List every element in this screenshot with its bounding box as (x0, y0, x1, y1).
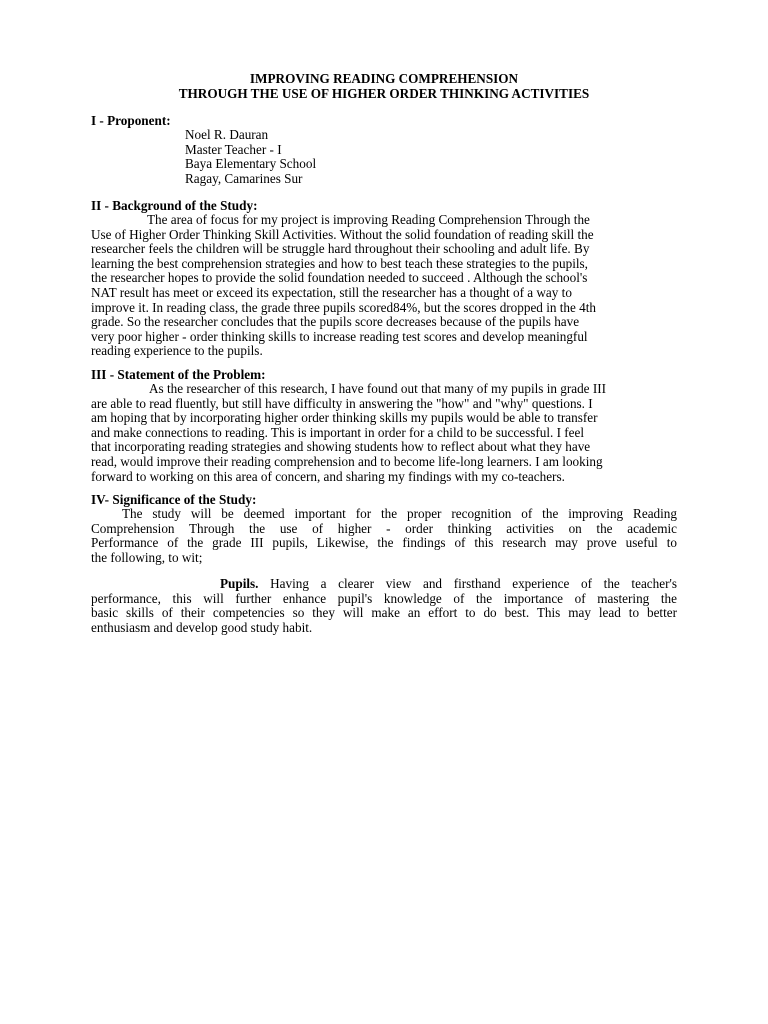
document-title (90, 72, 678, 101)
statement-line: am hoping that by incorporating higher order thinking skills my pupils would be able to transfer (91, 410, 598, 426)
background-line: very poor higher - order thinking skills to increase reading test scores and develop meaningful (91, 328, 588, 344)
proponent-heading: I - Proponent: (91, 113, 171, 128)
background-line: Use of Higher Order Thinking Skill Activities. Without the solid foundation of reading skill the (91, 226, 594, 242)
background-line: grade. So the researcher concludes that the pupils score decreases because of the pupils have (91, 314, 580, 330)
significance-line: Performance of the grade III pupils, Likewise, the findings of this research may prove useful to (91, 536, 677, 551)
significance-line: the following, to wit; (91, 550, 203, 565)
significance-heading: IV- Significance of the Study: (91, 492, 257, 507)
significance-line: Comprehension Through the use of higher - order thinking activities on the academic (91, 521, 677, 536)
background-paragraph (91, 213, 677, 359)
statement-line: are able to read fluently, but still have difficulty in answering the "how" and "why" questions. I (91, 395, 593, 411)
statement-heading: III - Statement of the Problem: (91, 367, 266, 382)
statement-paragraph (91, 382, 677, 484)
statement-line: As the researcher of this research, I have found out that many of my pupils in grade III (149, 381, 607, 396)
background-line: improve it. In reading class, the grade three pupils scored84%, but the scores dropped in the 4th (91, 299, 597, 315)
background-line: The area of focus for my project is improving Reading Comprehension Through the (147, 212, 590, 227)
proponent-school: Baya Elementary School (185, 156, 317, 172)
proponent-name: Noel R. Dauran (185, 127, 269, 142)
pupils-line: Having a clearer view and firsthand experience of the teacher's (270, 577, 677, 591)
pupils-line: enthusiasm and develop good study habit. (91, 620, 313, 635)
proponent-location: Ragay, Camarines Sur (185, 170, 303, 186)
pupils-line: performance, this will further enhance pupil's knowledge of the importance of mastering the (91, 591, 677, 606)
title-line-1: IMPROVING READING COMPREHENSION (249, 71, 519, 86)
proponent-position: Master Teacher - I (185, 141, 282, 157)
background-line: NAT result has meet or exceed its expectation, still the researcher has a thought of a way to (91, 284, 572, 300)
proponent-details (185, 128, 316, 186)
pupils-label: Pupils. (220, 577, 259, 591)
statement-line: read, would improve their reading comprehension and to become life-long learners. I am looking (91, 453, 603, 469)
background-line: researcher feels the children will be struggle hard throughout their schooling and adult life. By (91, 241, 590, 257)
pupils-line: basic skills of their competencies so they will make an effort to do best. This may lead to better (91, 606, 677, 621)
statement-line: that incorporating reading strategies and showing students how to reflect about what they have (91, 439, 591, 455)
background-line: reading experience to the pupils. (91, 343, 263, 359)
title-line-2: THROUGH THE USE OF HIGHER ORDER THINKING ACTIVITIES (178, 85, 590, 101)
background-heading: II - Background of the Study: (91, 198, 258, 213)
significance-paragraph (91, 507, 677, 565)
background-line: learning the best comprehension strategies and how to best teach these strategies to the pupils, (91, 255, 588, 271)
pupils-paragraph (91, 577, 677, 635)
statement-line: forward to working on this area of concern, and sharing my findings with my co-teachers. (91, 468, 565, 484)
pupils-first-line (91, 577, 677, 592)
significance-line: The study will be deemed important for the proper recognition of the improving Reading (122, 507, 677, 521)
background-line: the researcher hopes to provide the solid foundation needed to succeed . Although the school's (91, 270, 588, 286)
statement-line: and make connections to reading. This is important in order for a child to be successful. I feel (91, 424, 585, 440)
